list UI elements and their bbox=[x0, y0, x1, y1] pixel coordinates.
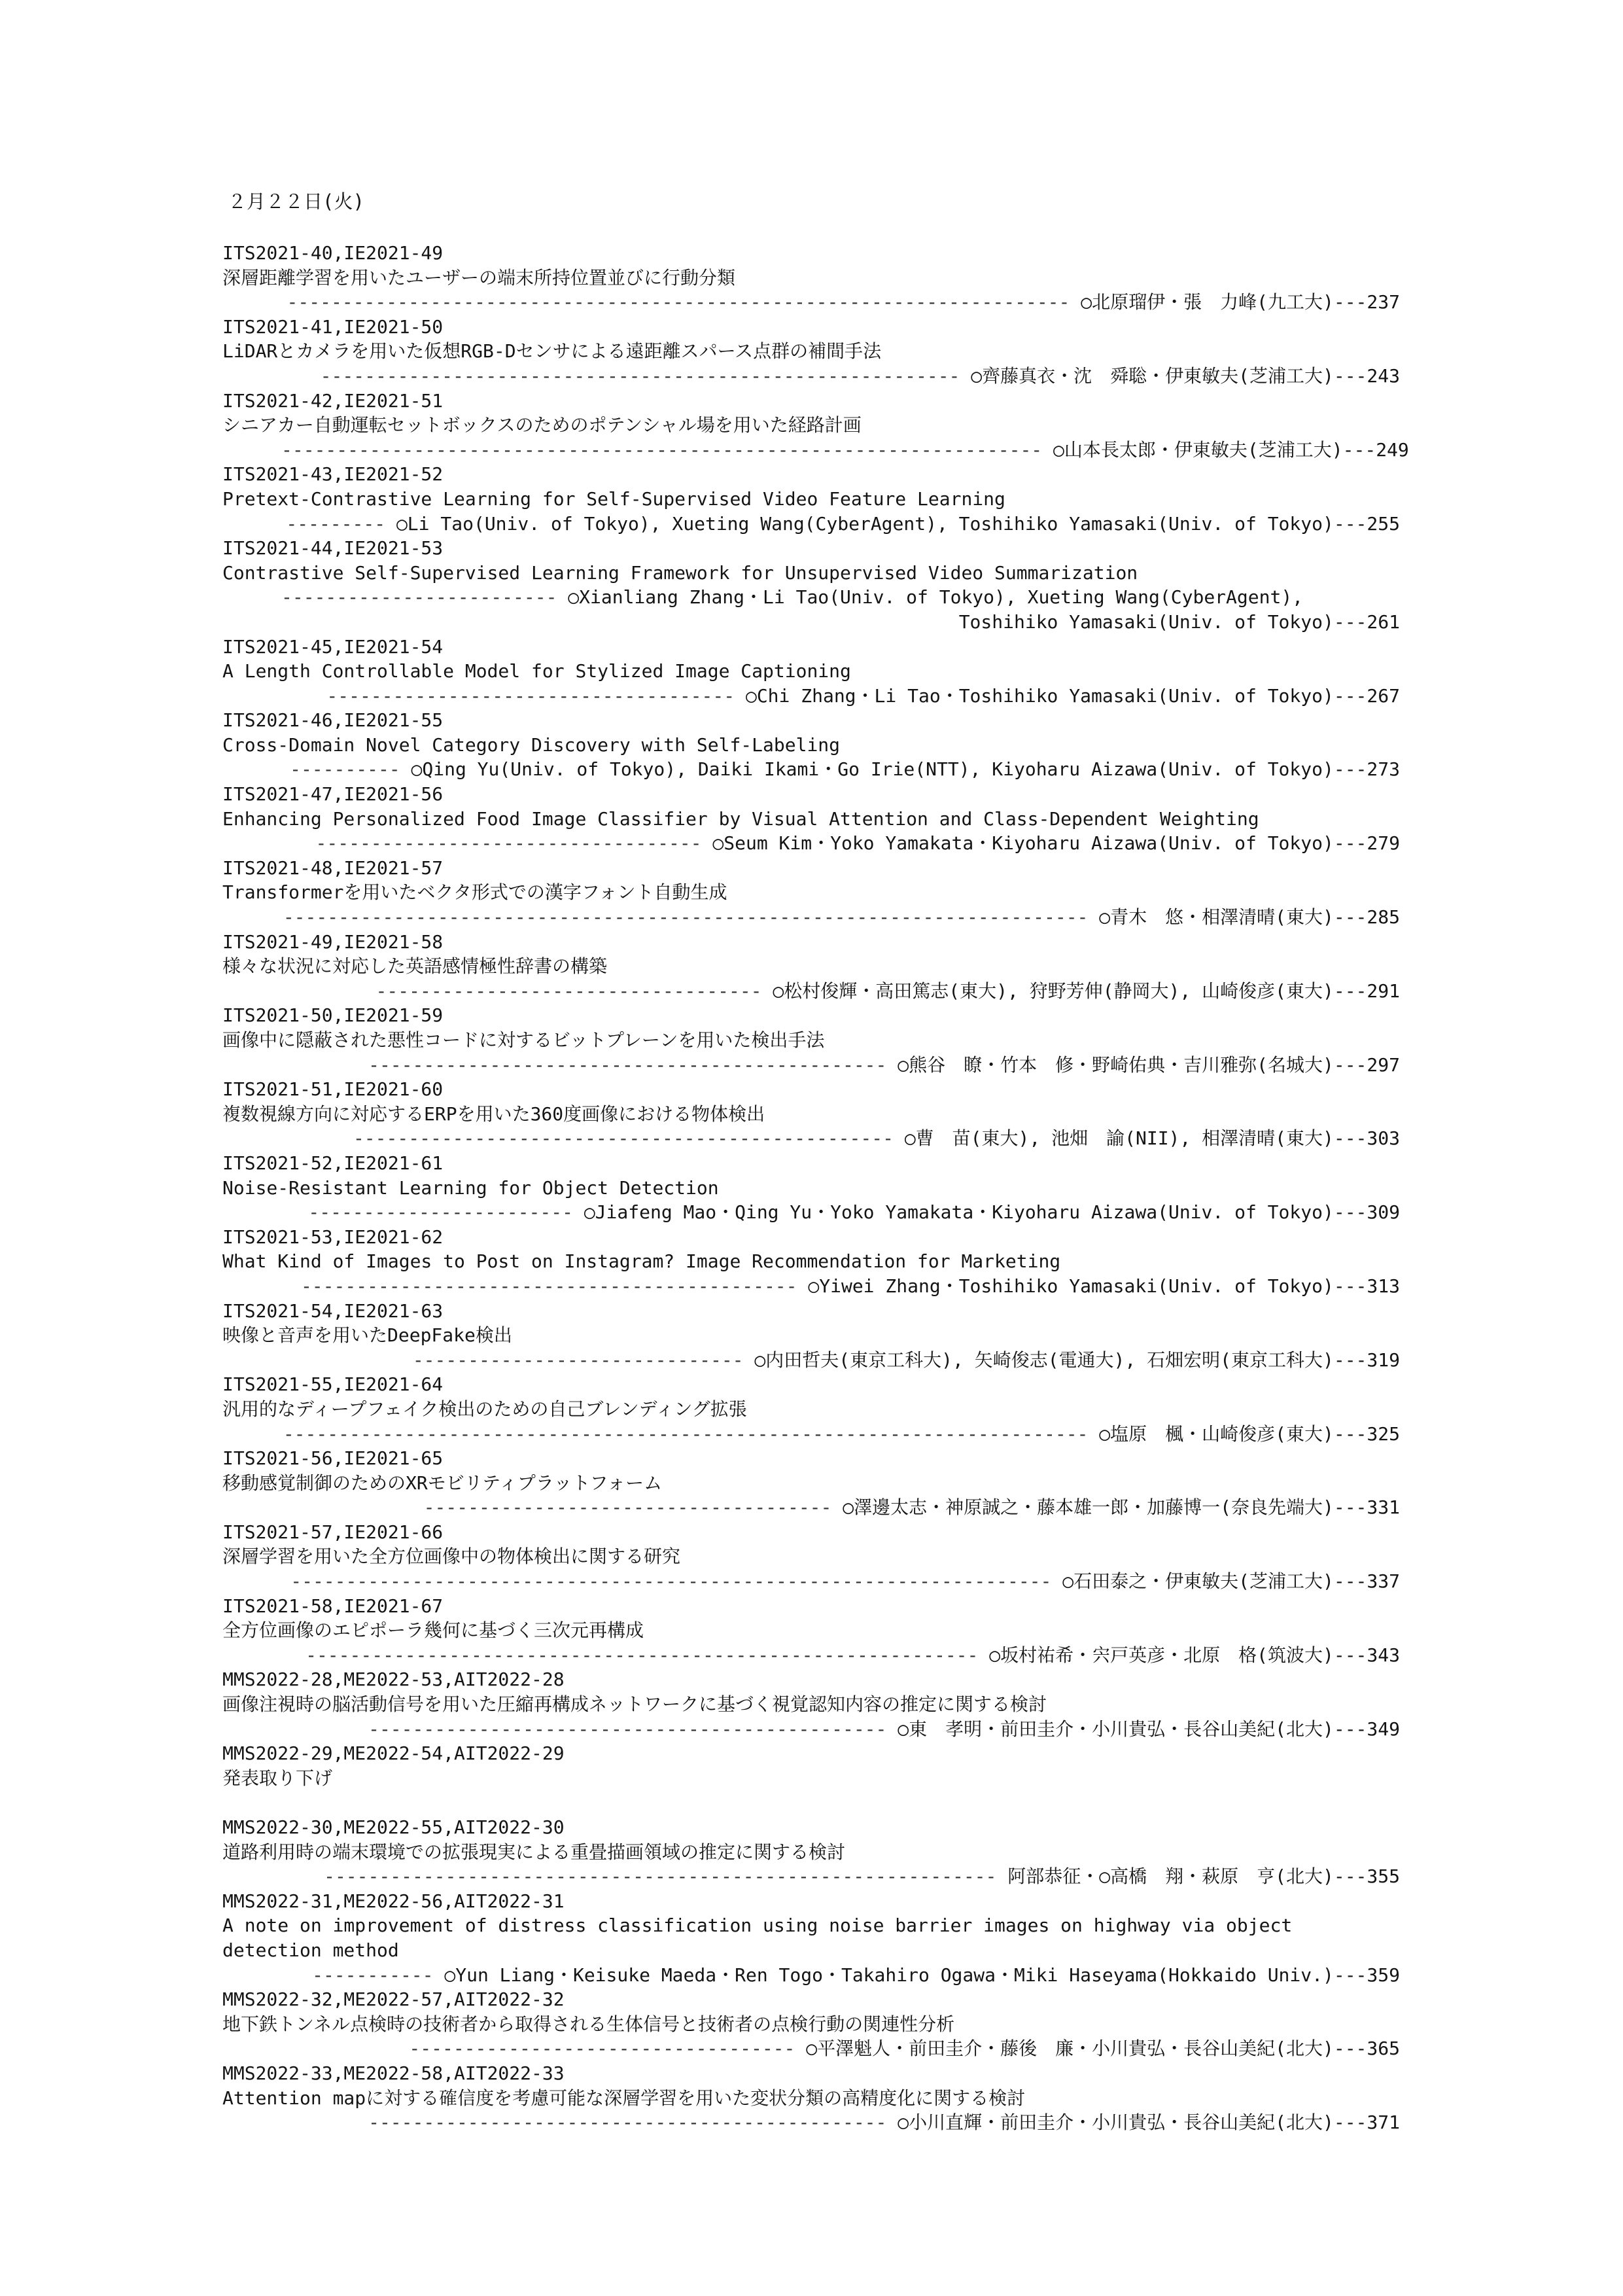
author-line: ----------------------------------------------- ○小川直輝・前田圭介・小川貴弘・長谷山美紀(北大)---371 bbox=[368, 2111, 1400, 2134]
leader-dashes: ----------------------------------------------- bbox=[368, 1053, 887, 1076]
paper-code: ITS2021-43,IE2021-52 bbox=[222, 463, 444, 486]
authors: ○Li Tao(Univ. of Tokyo), Xueting Wang(CyberAgent), Toshihiko Yamasaki(Univ. of Tokyo) bbox=[396, 512, 1334, 535]
paper-code: ITS2021-47,IE2021-56 bbox=[222, 783, 444, 805]
author-line: ------------------------------------------------- ○曹 苗(東大), 池畑 諭(NII), 相澤清晴(東大)---303 bbox=[353, 1127, 1400, 1150]
leader-dashes: --------------------------------------------- bbox=[300, 1275, 797, 1297]
author-line: ---------------------------------------------------------- ○齊藤真衣・沈 舜聡・伊東敏夫(芝浦工大)---243 bbox=[320, 364, 1400, 387]
program-entry bbox=[222, 930, 1400, 1004]
paper-code: MMS2022-30,ME2022-55,AIT2022-30 bbox=[222, 1816, 565, 1838]
author-line: ------------------------------------------------------------------------- ○塩原 楓・山崎俊彦(東大)---325 bbox=[283, 1422, 1400, 1445]
page-number: 309 bbox=[1367, 1201, 1400, 1224]
authors: ○塩原 楓・山崎俊彦(東大) bbox=[1099, 1422, 1334, 1445]
program-entry bbox=[222, 708, 1400, 782]
authors: ○平澤魁人・前田圭介・藤後 廉・小川貴弘・長谷山美紀(北大) bbox=[806, 2038, 1334, 2060]
page-number: 297 bbox=[1367, 1053, 1400, 1076]
author-line: ------------------------------------------------------------------------- ○青木 悠・相澤清晴(東大)---285 bbox=[283, 906, 1400, 928]
author-line: ----------------------------------------------------------------------- ○北原瑠伊・張 力峰(九工大)---237 bbox=[287, 291, 1400, 313]
program-entry bbox=[222, 536, 1400, 634]
author-line: ----------------------------------------------- ○熊谷 瞭・竹本 修・野崎佑典・吉川雅弥(名城大)---297 bbox=[368, 1053, 1400, 1076]
paper-code: MMS2022-31,ME2022-56,AIT2022-31 bbox=[222, 1890, 565, 1912]
paper-title-continued: detection method bbox=[222, 1939, 399, 1961]
paper-code: MMS2022-28,ME2022-53,AIT2022-28 bbox=[222, 1669, 565, 1691]
paper-title: 画像注視時の脳活動信号を用いた圧縮再構成ネットワークに基づく視覚認知内容の推定に関する検討 bbox=[222, 1693, 1047, 1716]
authors: ○山本長太郎・伊東敏夫(芝浦工大) bbox=[1053, 438, 1343, 461]
authors: ○澤邊太志・神原誠之・藤本雄一郎・加藤博一(奈良先端大) bbox=[843, 1496, 1334, 1519]
program-entry bbox=[222, 1372, 1400, 1446]
paper-code: ITS2021-53,IE2021-62 bbox=[222, 1226, 444, 1248]
paper-title: 汎用的なディープフェイク検出のための自己ブレンディング拡張 bbox=[222, 1398, 747, 1420]
author-line: --------------------------------------------------------------------- ○山本長太郎・伊東敏夫(芝浦工大)---249 bbox=[281, 438, 1409, 461]
authors: ○青木 悠・相澤清晴(東大) bbox=[1099, 906, 1334, 928]
author-line: --------- ○Li Tao(Univ. of Tokyo), Xueting Wang(CyberAgent), Toshihiko Yamasaki(Univ. of Tokyo)---255 bbox=[286, 512, 1400, 535]
paper-code: ITS2021-41,IE2021-50 bbox=[222, 315, 444, 338]
authors: ○内田哲夫(東京工科大), 矢崎俊志(電通大), 石畑宏明(東京工科大) bbox=[754, 1349, 1334, 1371]
program-entry bbox=[222, 241, 1400, 315]
paper-title: 地下鉄トンネル点検時の技術者から取得される生体信号と技術者の点検行動の関連性分析 bbox=[222, 2013, 955, 2035]
leader-dashes: ----------------------------------- bbox=[375, 980, 762, 1002]
author-line: ------------------------------------- ○澤邊太志・神原誠之・藤本雄一郎・加藤博一(奈良先端大)---331 bbox=[423, 1496, 1400, 1519]
paper-code: ITS2021-54,IE2021-63 bbox=[222, 1299, 444, 1322]
paper-title: Cross-Domain Novel Category Discovery with Self-Labeling bbox=[222, 733, 841, 756]
paper-title: A note on improvement of distress classification using noise barrier images on highway via object bbox=[222, 1915, 1293, 1937]
program-entry bbox=[222, 1987, 1400, 2061]
authors: ○Chi Zhang・Li Tao・Toshihiko Yamasaki(Univ. of Tokyo) bbox=[745, 684, 1334, 707]
paper-title: Noise-Resistant Learning for Object Detection bbox=[222, 1176, 719, 1199]
paper-code: ITS2021-40,IE2021-49 bbox=[222, 242, 444, 264]
leader-dashes: ------------------------------------- bbox=[326, 684, 735, 707]
paper-title: 映像と音声を用いたDeepFake検出 bbox=[222, 1324, 512, 1347]
author-line: --------------------------------------------------------------------- ○石田泰之・伊東敏夫(芝浦工大)---337 bbox=[290, 1570, 1400, 1593]
paper-code: ITS2021-50,IE2021-59 bbox=[222, 1004, 444, 1027]
author-line: ----------------------------------- ○松村俊輝・高田篤志(東大), 狩野芳伸(静岡大), 山崎俊彦(東大)---291 bbox=[375, 980, 1400, 1002]
leader-dashes: ------------------------------------- bbox=[423, 1496, 832, 1519]
paper-title: Enhancing Personalized Food Image Classifier by Visual Attention and Class-Dependent Weighting bbox=[222, 807, 1259, 830]
paper-title: Contrastive Self-Supervised Learning Framework for Unsupervised Video Summarization bbox=[222, 561, 1138, 584]
leader-dashes: ------------------------------------------------- bbox=[353, 1127, 894, 1150]
leader-dashes: --------- bbox=[286, 512, 386, 535]
page-number: 337 bbox=[1367, 1570, 1400, 1593]
program-entry bbox=[222, 462, 1400, 536]
leader-dashes: ----------------------------------------------------------------------- bbox=[287, 291, 1070, 313]
paper-title: Attention mapに対する確信度を考慮可能な深層学習を用いた変状分類の高精度化に関する検討 bbox=[222, 2087, 1026, 2109]
paper-title: 画像中に隠蔽された悪性コードに対するビットプレーンを用いた検出手法 bbox=[222, 1029, 825, 1051]
paper-code: ITS2021-58,IE2021-67 bbox=[222, 1595, 444, 1617]
authors: ○小川直輝・前田圭介・小川貴弘・長谷山美紀(北大) bbox=[898, 2111, 1334, 2134]
author-line: ------------------------------------------------------------- ○坂村祐希・宍戸英彦・北原 格(筑波大)---343 bbox=[305, 1644, 1400, 1666]
paper-code: ITS2021-51,IE2021-60 bbox=[222, 1078, 444, 1101]
program-entry bbox=[222, 1889, 1400, 1987]
page-number: 325 bbox=[1367, 1422, 1400, 1445]
program-entry bbox=[222, 389, 1409, 463]
page-number: 365 bbox=[1367, 2038, 1400, 2060]
paper-title: 移動感覚制御のためのXRモビリティプラットフォーム bbox=[222, 1472, 663, 1494]
page-number: 359 bbox=[1367, 1964, 1400, 1986]
page-number: 319 bbox=[1367, 1349, 1400, 1371]
paper-code: ITS2021-55,IE2021-64 bbox=[222, 1373, 444, 1396]
authors: ○石田泰之・伊東敏夫(芝浦工大) bbox=[1062, 1570, 1334, 1593]
paper-code: ITS2021-44,IE2021-53 bbox=[222, 537, 444, 559]
paper-title: A Length Controllable Model for Stylized Image Captioning bbox=[222, 660, 851, 682]
author-line: ------------------------------------- ○Chi Zhang・Li Tao・Toshihiko Yamasaki(Univ. of Tokyo)---267 bbox=[326, 684, 1400, 707]
leader-dashes: ------------------------------------------------------------- bbox=[305, 1644, 979, 1666]
program-entry bbox=[222, 1594, 1400, 1668]
program-list bbox=[222, 241, 1409, 2135]
author-line: ----------- ○Yun Liang・Keisuke Maeda・Ren Togo・Takahiro Ogawa・Miki Haseyama(Hokkaido Univ.)---359 bbox=[312, 1964, 1400, 1986]
leader-dashes: ----------------------------------- bbox=[409, 2038, 795, 2060]
authors: ○Xianliang Zhang・Li Tao(Univ. of Tokyo), Xueting Wang(CyberAgent), bbox=[568, 586, 1304, 609]
paper-code: ITS2021-46,IE2021-55 bbox=[222, 709, 444, 732]
program-entry bbox=[222, 315, 1400, 389]
program-entry bbox=[222, 1815, 1400, 1889]
authors: ○坂村祐希・宍戸英彦・北原 格(筑波大) bbox=[989, 1644, 1334, 1666]
authors: ○Jiafeng Mao・Qing Yu・Yoko Yamakata・Kiyoharu Aizawa(Univ. of Tokyo) bbox=[584, 1201, 1334, 1224]
paper-code: ITS2021-48,IE2021-57 bbox=[222, 857, 444, 879]
program-entry bbox=[222, 1151, 1400, 1225]
leader-dashes: ------------------------------ bbox=[412, 1349, 744, 1371]
program-entry bbox=[222, 1446, 1400, 1520]
authors: ○曹 苗(東大), 池畑 諭(NII), 相澤清晴(東大) bbox=[904, 1127, 1334, 1150]
authors: ○北原瑠伊・張 力峰(九工大) bbox=[1081, 291, 1334, 313]
paper-title: 全方位画像のエピポーラ幾何に基づく三次元再構成 bbox=[222, 1619, 644, 1642]
authors-continued: Toshihiko Yamasaki(Univ. of Tokyo) bbox=[958, 610, 1334, 633]
author-line: Toshihiko Yamasaki(Univ. of Tokyo)---261 bbox=[958, 610, 1400, 633]
page-number: 273 bbox=[1367, 758, 1400, 781]
paper-title: シニアカー自動運転セットボックスのためのポテンシャル場を用いた経路計画 bbox=[222, 414, 862, 436]
leader-dashes: --------------------------------------------------------------------- bbox=[281, 438, 1043, 461]
leader-dashes: ------------------------------------------------------------------------- bbox=[283, 906, 1089, 928]
leader-dashes: ----------- bbox=[312, 1964, 434, 1986]
program-entry bbox=[222, 856, 1400, 930]
authors: ○Qing Yu(Univ. of Tokyo), Daiki Ikami・Go Irie(NTT), Kiyoharu Aizawa(Univ. of Tokyo) bbox=[411, 758, 1334, 781]
paper-code: ITS2021-57,IE2021-66 bbox=[222, 1521, 444, 1543]
paper-title: Pretext-Contrastive Learning for Self-Supervised Video Feature Learning bbox=[222, 487, 1005, 510]
paper-code: MMS2022-29,ME2022-54,AIT2022-29 bbox=[222, 1742, 565, 1765]
program-entry bbox=[222, 782, 1400, 856]
page-number: 267 bbox=[1367, 684, 1400, 707]
author-line: ----------------------------------------------- ○東 孝明・前田圭介・小川貴弘・長谷山美紀(北大)---349 bbox=[368, 1718, 1400, 1740]
paper-code: ITS2021-52,IE2021-61 bbox=[222, 1152, 444, 1174]
program-entry bbox=[222, 1741, 1400, 1815]
author-line: ------------------------------ ○内田哲夫(東京工科大), 矢崎俊志(電通大), 石畑宏明(東京工科大)---319 bbox=[412, 1349, 1400, 1371]
page-number: 261 bbox=[1367, 610, 1400, 633]
program-entry bbox=[222, 1667, 1400, 1741]
leader-dashes: ------------------------- bbox=[281, 586, 557, 609]
authors: ○Yiwei Zhang・Toshihiko Yamasaki(Univ. of Tokyo) bbox=[808, 1275, 1334, 1297]
program-entry bbox=[222, 1299, 1400, 1373]
program-entry bbox=[222, 635, 1400, 709]
paper-code: MMS2022-32,ME2022-57,AIT2022-32 bbox=[222, 1988, 565, 2011]
page-number: 303 bbox=[1367, 1127, 1400, 1150]
leader-dashes: ---------------------------------------------------------- bbox=[320, 364, 960, 387]
leader-dashes: ----------------------------------- bbox=[315, 832, 702, 855]
author-line: --------------------------------------------- ○Yiwei Zhang・Toshihiko Yamasaki(Univ. of Tokyo)---313 bbox=[300, 1275, 1400, 1297]
paper-title: 発表取り下げ bbox=[222, 1767, 333, 1789]
page-number: 237 bbox=[1367, 291, 1400, 313]
paper-title: LiDARとカメラを用いた仮想RGB-Dセンサによる遠距離スパース点群の補間手法 bbox=[222, 340, 882, 362]
program-entry bbox=[222, 1077, 1400, 1151]
page-number: 349 bbox=[1367, 1718, 1400, 1740]
paper-title: 様々な状況に対応した英語感情極性辞書の構築 bbox=[222, 955, 608, 978]
leader-dashes: ------------------------ bbox=[308, 1201, 573, 1224]
paper-title: 道路利用時の端末環境での拡張現実による重畳描画領域の推定に関する検討 bbox=[222, 1841, 846, 1863]
author-line: ------------------------ ○Jiafeng Mao・Qing Yu・Yoko Yamakata・Kiyoharu Aizawa(Univ. of Tokyo)---309 bbox=[308, 1201, 1400, 1224]
page-number: 291 bbox=[1367, 980, 1400, 1002]
leader-dashes: --------------------------------------------------------------------- bbox=[290, 1570, 1052, 1593]
page-number: 313 bbox=[1367, 1275, 1400, 1297]
paper-title: 深層距離学習を用いたユーザーの端末所持位置並びに行動分類 bbox=[222, 266, 736, 289]
paper-title: What Kind of Images to Post on Instagram? Image Recommendation for Marketing bbox=[222, 1250, 1061, 1273]
page-number: 285 bbox=[1367, 906, 1400, 928]
program-entry bbox=[222, 1225, 1400, 1299]
author-line: ---------- ○Qing Yu(Univ. of Tokyo), Daiki Ikami・Go Irie(NTT), Kiyoharu Aizawa(Univ. of Tokyo)---273 bbox=[290, 758, 1400, 781]
authors: ○熊谷 瞭・竹本 修・野崎佑典・吉川雅弥(名城大) bbox=[898, 1053, 1334, 1076]
paper-code: ITS2021-45,IE2021-54 bbox=[222, 635, 444, 658]
page-number: 355 bbox=[1367, 1865, 1400, 1888]
page-number: 249 bbox=[1376, 438, 1409, 461]
leader-dashes: ---------- bbox=[290, 758, 400, 781]
authors: ○松村俊輝・高田篤志(東大), 狩野芳伸(静岡大), 山崎俊彦(東大) bbox=[773, 980, 1334, 1002]
program-entry bbox=[222, 1520, 1400, 1594]
author-line: ----------------------------------- ○平澤魁人・前田圭介・藤後 廉・小川貴弘・長谷山美紀(北大)---365 bbox=[409, 2038, 1400, 2060]
authors: ○齊藤真衣・沈 舜聡・伊東敏夫(芝浦工大) bbox=[971, 364, 1334, 387]
paper-title: Transformerを用いたベクタ形式での漢字フォント自動生成 bbox=[222, 881, 727, 904]
paper-code: MMS2022-33,ME2022-58,AIT2022-33 bbox=[222, 2062, 565, 2084]
paper-title: 深層学習を用いた全方位画像中の物体検出に関する研究 bbox=[222, 1545, 681, 1568]
page-number: 331 bbox=[1367, 1496, 1400, 1519]
author-line: ----------------------------------- ○Seum Kim・Yoko Yamakata・Kiyoharu Aizawa(Univ. of Tokyo)---279 bbox=[315, 832, 1400, 855]
paper-code: ITS2021-49,IE2021-58 bbox=[222, 930, 444, 953]
page-number: 279 bbox=[1367, 832, 1400, 855]
paper-title: 複数視線方向に対応するERPを用いた360度画像における物体検出 bbox=[222, 1103, 765, 1125]
authors: 阿部恭征・○高橋 翔・萩原 亨(北大) bbox=[1007, 1865, 1334, 1888]
leader-dashes: ----------------------------------------------- bbox=[368, 1718, 887, 1740]
page-number: 343 bbox=[1367, 1644, 1400, 1666]
paper-code: ITS2021-56,IE2021-65 bbox=[222, 1447, 444, 1470]
leader-dashes: ------------------------------------------------------------------------- bbox=[283, 1422, 1089, 1445]
authors: ○Yun Liang・Keisuke Maeda・Ren Togo・Takahiro Ogawa・Miki Haseyama(Hokkaido Univ.) bbox=[444, 1964, 1334, 1986]
page-number: 255 bbox=[1367, 512, 1400, 535]
program-entry bbox=[222, 1003, 1400, 1077]
leader-dashes: ----------------------------------------------- bbox=[368, 2111, 887, 2134]
author-line bbox=[222, 585, 1400, 610]
leader-dashes: ------------------------------------------------------------- bbox=[324, 1865, 997, 1888]
program-entry bbox=[222, 2061, 1400, 2135]
authors: ○東 孝明・前田圭介・小川貴弘・長谷山美紀(北大) bbox=[898, 1718, 1334, 1740]
session-date: ２月２２日(火) bbox=[228, 190, 364, 213]
page-number: 243 bbox=[1367, 364, 1400, 387]
author-line: ------------------------------------------------------------- 阿部恭征・○高橋 翔・萩原 亨(北大)---355 bbox=[324, 1865, 1400, 1888]
spacer bbox=[222, 1790, 1400, 1815]
page-number: 371 bbox=[1367, 2111, 1400, 2134]
paper-code: ITS2021-42,IE2021-51 bbox=[222, 389, 444, 412]
authors: ○Seum Kim・Yoko Yamakata・Kiyoharu Aizawa(Univ. of Tokyo) bbox=[712, 832, 1334, 855]
